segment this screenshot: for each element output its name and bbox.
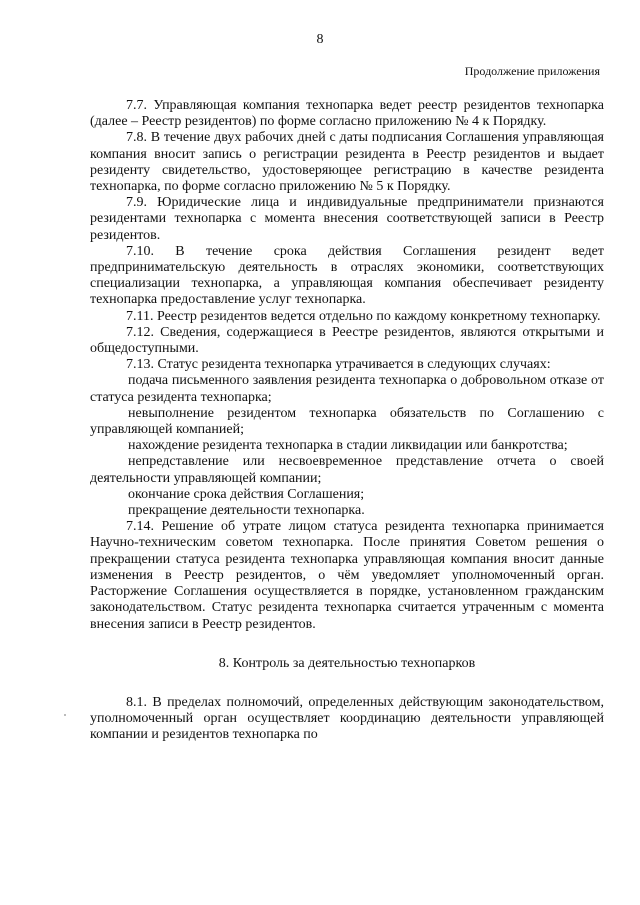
list-item: непредставление или несвоевременное представление отчета о своей деятельности управляющей компании; bbox=[90, 454, 604, 486]
list-item: нахождение резидента технопарка в стадии ликвидации или банкротства; bbox=[128, 438, 568, 454]
paragraph-8-1: 8.1. В пределах полномочий, определенных действующим законодательством, уполномоченный орган осуществляет координацию деятельности управляющей компании и резидентов технопарка по bbox=[90, 694, 604, 743]
document-body bbox=[90, 98, 604, 744]
scan-speck bbox=[64, 714, 66, 716]
list-item: прекращение деятельности технопарка. bbox=[128, 503, 365, 519]
list-item: подача письменного заявления резидента технопарка о добровольном отказе от статуса резидента технопарка; bbox=[90, 373, 604, 405]
list-item: окончание срока действия Соглашения; bbox=[128, 486, 365, 502]
paragraph-7-11: 7.11. Реестр резидентов ведется отдельно по каждому конкретному технопарку. bbox=[126, 308, 601, 324]
list-item: невыполнение резидентом технопарка обязательств по Соглашению с управляющей компанией; bbox=[90, 405, 604, 438]
paragraph-7-13: 7.13. Статус резидента технопарка утрачивается в следующих случаях: bbox=[126, 357, 551, 373]
paragraph-7-10: 7.10. В течение срока действия Соглашения резидент ведет предпринимательскую деятельность в отраслях экономики, соответствующих специализации технопарка, а управляющая компания обеспечивает резиденту технопарка предоставление услуг технопарка. bbox=[90, 243, 604, 308]
continuation-note: Продолжение приложения bbox=[464, 64, 600, 78]
paragraph-7-8: 7.8. В течение двух рабочих дней с даты подписания Соглашения управляющая компания вносит запись о регистрации резидента в Реестр резидентов и выдает резиденту свидетельство, удостоверяющее регистрацию в качестве резидента технопарка, по форме согласно приложению № 5 к Порядку. bbox=[90, 130, 604, 195]
section-heading: 8. Контроль за деятельностью технопарков bbox=[218, 655, 476, 671]
paragraph-7-9: 7.9. Юридические лица и индивидуальные предприниматели признаются резидентами технопарка с момента внесения соответствующей записи в Реестр резидентов. bbox=[90, 195, 604, 243]
paragraph-7-14: 7.14. Решение об утрате лицом статуса резидента технопарка принимается Научно-техническим советом технопарка. После принятия Советом решения о прекращении статуса резидента технопарка управляющая компания вносит данные изменения в Реестр резидентов, о чём уведомляет уполномоченный орган. Расторжение Соглашения осуществляется в порядке, установленном гражданским законодательством. Статус резидента технопарка считается утраченным с момента внесения записи в Реестр резидентов. bbox=[90, 519, 604, 632]
paragraph-7-12: 7.12. Сведения, содержащиеся в Реестре резидентов, являются открытыми и общедоступными. bbox=[90, 324, 604, 357]
page-number: 8 bbox=[316, 32, 324, 47]
paragraph-7-7: 7.7. Управляющая компания технопарка ведет реестр резидентов технопарка (далее – Реестр резидентов) по форме согласно приложению № 4 к Порядку. bbox=[90, 98, 604, 130]
